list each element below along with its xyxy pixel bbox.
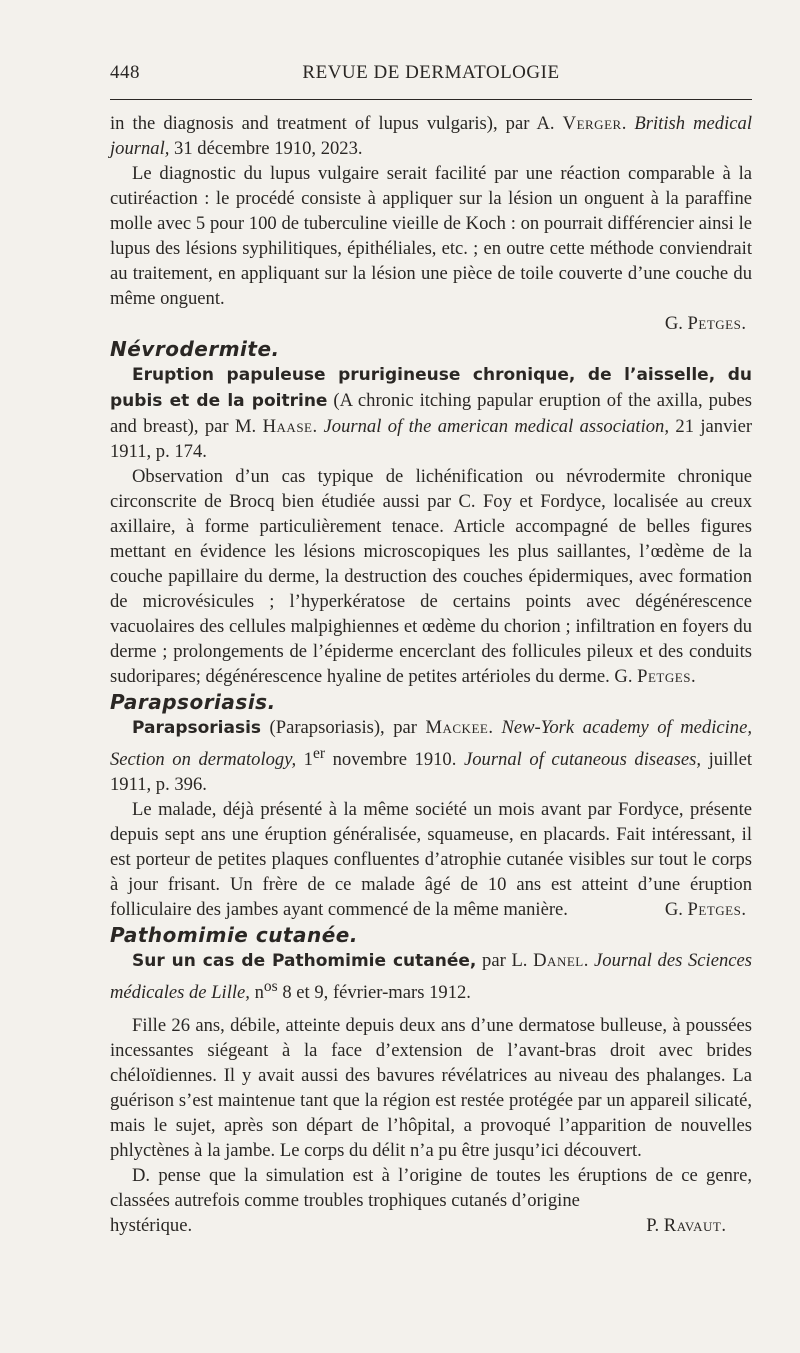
- header-rule: [110, 99, 752, 100]
- pathomimie-abstract-2: D. pense que la simulation est à l’origine de toutes les éruptions de ce genre, classées autrefois comme troubles trophiques cutanés d’origine: [110, 1165, 752, 1212]
- author-name: Mackee: [425, 717, 489, 738]
- pathomimie-abstract-1: Fille 26 ans, débile, atteinte depuis deux ans d’une dermatose bulleuse, à poussées incessantes siégeant à la face d’extension de l’avant-bras droit avec brides chéloïdiennes. Il y avait aussi des bavures révélatrices au niveau des phalanges. La guérison s’est maintenue tant que la région est restée protégée par un appareil silicaté, mais le sujet, après son départ de l’hôpital, a provoqué l’apparition de nouvelles phlyctènes à la jambe. Le corps du délit n’a pu être jusqu’ici découvert.: [110, 1015, 752, 1162]
- lupus-abstract: Le diagnostic du lupus vulgaire serait facilité par une réaction comparable à la cutiréaction : le procédé consiste à appliquer sur la lésion un onguent à la paraffine molle avec 5 pour 100 de tuberculine vieille de Koch : on pourrait différencier ainsi le lupus des lésions syphilitiques, épithéliales, etc. ; en outre cette méthode conviendrait au traitement, en appliquant sur la lésion une pièce de toile couverte d’une couche du même onguent.: [110, 163, 752, 309]
- section-heading-nevrodermite: Névrodermite.: [110, 337, 280, 361]
- nevrodermite-reference: Eruption papuleuse prurigineuse chronique, de l’aisselle, du pubis et de la poitrine (A chronic itching papular eruption of the axilla, pubes and breast), par M. Haase. Journal of the american medical association, 21 janvier 1911, p. 174.: [110, 365, 753, 462]
- source-journal: British medical journal,: [110, 113, 752, 159]
- nevrodermite-abstract: Observation d’un cas typique de lichénification ou névrodermite chronique circonscrite de Brocq bien étudiée aussi par C. Foy et Fordyce, localisée au creux axillaire, à forme particulièrement tenace. Article accompagné de belles figures mettant en évidence les lésions microscopiques les plus saillantes, l’œdème de la couche papillaire du derme, la destruction des couches épidermiques, avec formation de microvésicules ; l’hyperkératose de certains points avec dégénérescence vacuolaires des cellules malpighiennes et œdème du chorion ; infiltration en foyers du derme ; prolongements de l’épiderme encerclant des follicules pileux et des conduits sudoripares; dégénérescence hyaline de petites artérioles du derme. G. Petges.: [110, 466, 752, 687]
- article-title: Eruption papuleuse prurigineuse chronique, de l’aisselle, du pubis et de la poitrine: [110, 365, 752, 411]
- section-heading-parapsoriasis: Parapsoriasis.: [110, 690, 276, 714]
- parapsoriasis-abstract: Le malade, déjà présenté à la même société un mois avant par Fordyce, présente depuis sept ans une éruption généralisée, squameuse, en placards. Fait intéressant, il est porteur de petites plaques confluentes d’atrophie cutanée visibles sur tout le corps à jour frisant. Un frère de ce malade âgé de 10 ans est atteint d’une éruption folliculaire des jambes ayant commencé de la même manière.: [110, 799, 752, 921]
- parapsoriasis-reference: Parapsoriasis (Parapsoriasis), par Mackee. New-York academy of medicine, Section on dermatology, 1er novembre 1910. Journal of cutaneous diseases, juillet 1911, p. 396.: [110, 717, 752, 796]
- article-title: Sur un cas de Pathomimie cutanée,: [132, 951, 477, 972]
- article-title: Parapsoriasis: [132, 718, 262, 738]
- page-body: [110, 111, 752, 1238]
- journal-title: REVUE DE DERMATOLOGIE: [302, 62, 560, 83]
- section-heading-pathomimie: Pathomimie cutanée.: [110, 923, 358, 948]
- pathomimie-reference: Sur un cas de Pathomimie cutanée, par L. Danel. Journal des Sciences médicales de Lille, $n^{os}$ 8 et 9, février-mars 1912.: [110, 950, 752, 1004]
- lupus-reference: in the diagnosis and treatment of lupus vulgaris), par A. Verger. British medical journal, 31 décembre 1910, 2023.: [110, 113, 752, 159]
- source-journal: Journal of the american medical association,: [323, 416, 669, 437]
- signature: P. Ravaut.: [646, 1215, 726, 1237]
- author-name: Danel: [533, 950, 584, 972]
- lupus-signature: G. Petges.: [664, 313, 746, 334]
- signature: G. Petges.: [614, 666, 696, 687]
- page-number: 448: [110, 62, 140, 83]
- parapsoriasis-signature: G. Petges.: [664, 899, 746, 921]
- pathomimie-signature-line: hystérique. P. Ravaut.: [110, 1215, 726, 1237]
- author-name: Haase: [262, 416, 313, 437]
- source-journal-2: Journal of cutaneous diseases,: [463, 749, 702, 771]
- source-journal: Journal des Sciences médicales de Lille,: [110, 950, 752, 1004]
- source-journal: New-York academy of medicine, Section on dermatology,: [110, 717, 752, 771]
- author-name: Verger: [562, 113, 622, 134]
- running-header: [110, 62, 752, 88]
